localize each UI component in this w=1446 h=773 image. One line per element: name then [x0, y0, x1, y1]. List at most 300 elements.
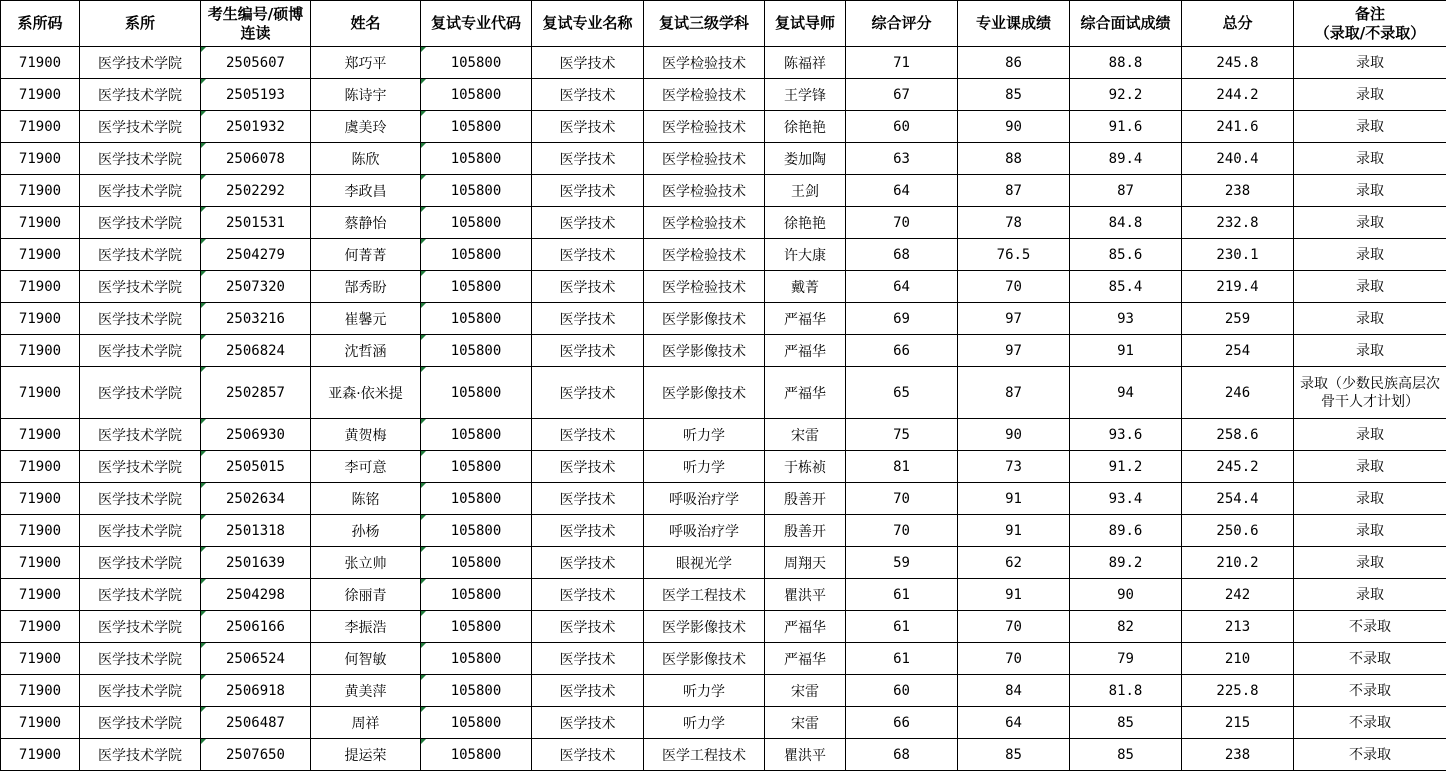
cell-remark: 录取 [1294, 419, 1446, 451]
cell-subfield: 医学影像技术 [644, 611, 765, 643]
cell-interview-score: 81.8 [1070, 675, 1182, 707]
cell-dept-code: 71900 [1, 175, 80, 207]
cell-advisor: 徐艳艳 [765, 207, 846, 239]
cell-candidate-id: 2506487 [201, 707, 311, 739]
cell-overall-score: 65 [846, 367, 958, 419]
cell-total: 238 [1182, 175, 1294, 207]
cell-remark: 录取 [1294, 175, 1446, 207]
table-row [1, 111, 1446, 143]
cell-dept: 医学技术学院 [80, 239, 201, 271]
cell-major-name: 医学技术 [532, 239, 644, 271]
cell-advisor: 徐艳艳 [765, 111, 846, 143]
cell-dept: 医学技术学院 [80, 419, 201, 451]
cell-major-course-score: 86 [958, 47, 1070, 79]
table-row [1, 271, 1446, 303]
cell-dept-code: 71900 [1, 111, 80, 143]
cell-major-code: 105800 [421, 515, 532, 547]
cell-candidate-id: 2503216 [201, 303, 311, 335]
cell-major-course-score: 87 [958, 175, 1070, 207]
cell-name: 黄美萍 [311, 675, 421, 707]
cell-dept: 医学技术学院 [80, 335, 201, 367]
cell-name: 孙杨 [311, 515, 421, 547]
cell-candidate-id: 2505607 [201, 47, 311, 79]
cell-major-name: 医学技术 [532, 47, 644, 79]
cell-total: 254 [1182, 335, 1294, 367]
cell-total: 258.6 [1182, 419, 1294, 451]
cell-dept: 医学技术学院 [80, 611, 201, 643]
cell-major-course-score: 97 [958, 303, 1070, 335]
cell-major-name: 医学技术 [532, 271, 644, 303]
header-advisor: 复试导师 [765, 1, 846, 47]
cell-overall-score: 70 [846, 207, 958, 239]
cell-remark: 录取 [1294, 47, 1446, 79]
cell-interview-score: 89.2 [1070, 547, 1182, 579]
cell-candidate-id: 2504279 [201, 239, 311, 271]
cell-dept: 医学技术学院 [80, 483, 201, 515]
cell-interview-score: 85.4 [1070, 271, 1182, 303]
table-row [1, 611, 1446, 643]
cell-name: 陈欣 [311, 143, 421, 175]
cell-subfield: 呼吸治疗学 [644, 483, 765, 515]
cell-dept: 医学技术学院 [80, 143, 201, 175]
cell-interview-score: 89.6 [1070, 515, 1182, 547]
cell-interview-score: 94 [1070, 367, 1182, 419]
cell-name: 提运荣 [311, 739, 421, 771]
cell-dept-code: 71900 [1, 79, 80, 111]
cell-dept: 医学技术学院 [80, 207, 201, 239]
cell-interview-score: 87 [1070, 175, 1182, 207]
cell-advisor: 周翔天 [765, 547, 846, 579]
cell-overall-score: 70 [846, 515, 958, 547]
cell-major-code: 105800 [421, 483, 532, 515]
cell-remark: 录取 [1294, 515, 1446, 547]
cell-major-course-score: 90 [958, 111, 1070, 143]
cell-candidate-id: 2506930 [201, 419, 311, 451]
cell-candidate-id: 2501639 [201, 547, 311, 579]
table-row [1, 547, 1446, 579]
cell-dept: 医学技术学院 [80, 367, 201, 419]
cell-overall-score: 81 [846, 451, 958, 483]
cell-dept-code: 71900 [1, 47, 80, 79]
cell-major-course-score: 91 [958, 515, 1070, 547]
cell-major-code: 105800 [421, 643, 532, 675]
cell-interview-score: 85.6 [1070, 239, 1182, 271]
cell-advisor: 王剑 [765, 175, 846, 207]
table-row [1, 707, 1446, 739]
table-row [1, 335, 1446, 367]
table-row [1, 739, 1446, 771]
cell-interview-score: 91.2 [1070, 451, 1182, 483]
cell-subfield: 医学检验技术 [644, 175, 765, 207]
cell-interview-score: 89.4 [1070, 143, 1182, 175]
cell-major-name: 医学技术 [532, 611, 644, 643]
header-dept: 系所 [80, 1, 201, 47]
cell-subfield: 听力学 [644, 707, 765, 739]
cell-dept-code: 71900 [1, 335, 80, 367]
cell-candidate-id: 2506824 [201, 335, 311, 367]
cell-total: 230.1 [1182, 239, 1294, 271]
cell-overall-score: 66 [846, 335, 958, 367]
cell-major-code: 105800 [421, 675, 532, 707]
cell-interview-score: 85 [1070, 707, 1182, 739]
cell-total: 241.6 [1182, 111, 1294, 143]
cell-subfield: 医学检验技术 [644, 271, 765, 303]
cell-major-course-score: 85 [958, 739, 1070, 771]
cell-interview-score: 93 [1070, 303, 1182, 335]
header-subfield: 复试三级学科 [644, 1, 765, 47]
cell-overall-score: 68 [846, 239, 958, 271]
cell-remark: 不录取 [1294, 739, 1446, 771]
table-row [1, 367, 1446, 419]
cell-total: 219.4 [1182, 271, 1294, 303]
cell-major-course-score: 64 [958, 707, 1070, 739]
cell-candidate-id: 2506078 [201, 143, 311, 175]
cell-major-name: 医学技术 [532, 419, 644, 451]
cell-major-name: 医学技术 [532, 451, 644, 483]
cell-major-course-score: 88 [958, 143, 1070, 175]
cell-subfield: 医学工程技术 [644, 739, 765, 771]
cell-dept-code: 71900 [1, 143, 80, 175]
cell-total: 244.2 [1182, 79, 1294, 111]
cell-total: 242 [1182, 579, 1294, 611]
cell-major-name: 医学技术 [532, 143, 644, 175]
cell-name: 崔馨元 [311, 303, 421, 335]
cell-dept-code: 71900 [1, 515, 80, 547]
cell-major-name: 医学技术 [532, 675, 644, 707]
table-row [1, 579, 1446, 611]
cell-major-name: 医学技术 [532, 547, 644, 579]
cell-overall-score: 75 [846, 419, 958, 451]
cell-subfield: 医学影像技术 [644, 335, 765, 367]
cell-dept-code: 71900 [1, 207, 80, 239]
cell-major-course-score: 62 [958, 547, 1070, 579]
cell-major-code: 105800 [421, 419, 532, 451]
cell-advisor: 宋雷 [765, 675, 846, 707]
cell-major-code: 105800 [421, 367, 532, 419]
cell-major-course-score: 70 [958, 611, 1070, 643]
cell-total: 245.2 [1182, 451, 1294, 483]
header-row [1, 1, 1446, 47]
cell-interview-score: 91.6 [1070, 111, 1182, 143]
cell-advisor: 于栋祯 [765, 451, 846, 483]
cell-interview-score: 88.8 [1070, 47, 1182, 79]
cell-overall-score: 70 [846, 483, 958, 515]
cell-remark: 录取 [1294, 111, 1446, 143]
cell-subfield: 医学影像技术 [644, 303, 765, 335]
cell-dept: 医学技术学院 [80, 271, 201, 303]
cell-major-course-score: 91 [958, 483, 1070, 515]
cell-dept: 医学技术学院 [80, 579, 201, 611]
cell-major-code: 105800 [421, 579, 532, 611]
table-row [1, 79, 1446, 111]
cell-subfield: 医学影像技术 [644, 367, 765, 419]
cell-advisor: 严福华 [765, 643, 846, 675]
cell-subfield: 呼吸治疗学 [644, 515, 765, 547]
cell-major-course-score: 78 [958, 207, 1070, 239]
cell-major-course-score: 76.5 [958, 239, 1070, 271]
cell-major-code: 105800 [421, 47, 532, 79]
cell-advisor: 陈福祥 [765, 47, 846, 79]
cell-major-code: 105800 [421, 451, 532, 483]
table-row [1, 303, 1446, 335]
header-major-name: 复试专业名称 [532, 1, 644, 47]
cell-name: 何菁菁 [311, 239, 421, 271]
cell-major-code: 105800 [421, 303, 532, 335]
cell-major-course-score: 87 [958, 367, 1070, 419]
cell-major-course-score: 70 [958, 643, 1070, 675]
cell-overall-score: 61 [846, 611, 958, 643]
cell-major-code: 105800 [421, 611, 532, 643]
cell-major-course-score: 90 [958, 419, 1070, 451]
cell-name: 沈哲涵 [311, 335, 421, 367]
cell-dept-code: 71900 [1, 367, 80, 419]
cell-remark: 不录取 [1294, 707, 1446, 739]
cell-name: 徐丽青 [311, 579, 421, 611]
cell-overall-score: 67 [846, 79, 958, 111]
cell-dept: 医学技术学院 [80, 79, 201, 111]
cell-dept: 医学技术学院 [80, 547, 201, 579]
cell-candidate-id: 2501318 [201, 515, 311, 547]
cell-dept: 医学技术学院 [80, 303, 201, 335]
cell-advisor: 瞿洪平 [765, 739, 846, 771]
cell-remark: 录取 [1294, 239, 1446, 271]
cell-interview-score: 91 [1070, 335, 1182, 367]
cell-remark: 录取（少数民族高层次骨干人才计划） [1294, 367, 1446, 419]
cell-remark: 录取 [1294, 547, 1446, 579]
cell-candidate-id: 2502292 [201, 175, 311, 207]
cell-interview-score: 93.4 [1070, 483, 1182, 515]
cell-total: 240.4 [1182, 143, 1294, 175]
cell-dept-code: 71900 [1, 271, 80, 303]
cell-dept-code: 71900 [1, 611, 80, 643]
cell-name: 陈诗宇 [311, 79, 421, 111]
cell-advisor: 严福华 [765, 367, 846, 419]
cell-major-code: 105800 [421, 335, 532, 367]
cell-subfield: 医学检验技术 [644, 143, 765, 175]
cell-major-name: 医学技术 [532, 335, 644, 367]
cell-overall-score: 60 [846, 111, 958, 143]
cell-major-name: 医学技术 [532, 643, 644, 675]
cell-advisor: 严福华 [765, 611, 846, 643]
cell-remark: 录取 [1294, 207, 1446, 239]
cell-name: 李振浩 [311, 611, 421, 643]
cell-major-course-score: 91 [958, 579, 1070, 611]
cell-subfield: 医学检验技术 [644, 47, 765, 79]
cell-advisor: 宋雷 [765, 707, 846, 739]
cell-name: 李政昌 [311, 175, 421, 207]
cell-advisor: 严福华 [765, 335, 846, 367]
cell-dept-code: 71900 [1, 303, 80, 335]
cell-major-code: 105800 [421, 239, 532, 271]
cell-total: 232.8 [1182, 207, 1294, 239]
cell-candidate-id: 2506166 [201, 611, 311, 643]
cell-total: 213 [1182, 611, 1294, 643]
cell-overall-score: 68 [846, 739, 958, 771]
cell-major-code: 105800 [421, 547, 532, 579]
cell-candidate-id: 2507320 [201, 271, 311, 303]
cell-major-name: 医学技术 [532, 79, 644, 111]
cell-major-course-score: 97 [958, 335, 1070, 367]
cell-advisor: 殷善开 [765, 515, 846, 547]
cell-overall-score: 69 [846, 303, 958, 335]
cell-remark: 录取 [1294, 579, 1446, 611]
cell-subfield: 医学工程技术 [644, 579, 765, 611]
cell-major-name: 医学技术 [532, 111, 644, 143]
cell-major-course-score: 84 [958, 675, 1070, 707]
cell-candidate-id: 2505015 [201, 451, 311, 483]
cell-advisor: 瞿洪平 [765, 579, 846, 611]
cell-overall-score: 60 [846, 675, 958, 707]
cell-dept-code: 71900 [1, 419, 80, 451]
cell-candidate-id: 2502634 [201, 483, 311, 515]
cell-name: 蔡静怡 [311, 207, 421, 239]
cell-overall-score: 66 [846, 707, 958, 739]
cell-total: 259 [1182, 303, 1294, 335]
cell-dept: 医学技术学院 [80, 175, 201, 207]
header-remark: 备注 （录取/不录取） [1294, 1, 1446, 47]
cell-remark: 录取 [1294, 335, 1446, 367]
cell-major-code: 105800 [421, 111, 532, 143]
cell-candidate-id: 2504298 [201, 579, 311, 611]
table-row [1, 207, 1446, 239]
cell-name: 黄贺梅 [311, 419, 421, 451]
cell-subfield: 眼视光学 [644, 547, 765, 579]
cell-major-name: 医学技术 [532, 175, 644, 207]
cell-overall-score: 64 [846, 175, 958, 207]
header-major-code: 复试专业代码 [421, 1, 532, 47]
cell-interview-score: 84.8 [1070, 207, 1182, 239]
cell-major-name: 医学技术 [532, 515, 644, 547]
table-row [1, 143, 1446, 175]
cell-dept-code: 71900 [1, 483, 80, 515]
cell-candidate-id: 2501531 [201, 207, 311, 239]
cell-dept: 医学技术学院 [80, 675, 201, 707]
header-major-course-score: 专业课成绩 [958, 1, 1070, 47]
cell-subfield: 医学检验技术 [644, 111, 765, 143]
cell-name: 李可意 [311, 451, 421, 483]
cell-remark: 不录取 [1294, 643, 1446, 675]
cell-major-code: 105800 [421, 79, 532, 111]
cell-major-code: 105800 [421, 739, 532, 771]
cell-major-name: 医学技术 [532, 483, 644, 515]
cell-subfield: 医学检验技术 [644, 207, 765, 239]
cell-dept-code: 71900 [1, 579, 80, 611]
cell-dept-code: 71900 [1, 547, 80, 579]
header-candidate-id: 考生编号/硕博连读 [201, 1, 311, 47]
cell-advisor: 王学锋 [765, 79, 846, 111]
table-row [1, 451, 1446, 483]
cell-total: 238 [1182, 739, 1294, 771]
cell-major-code: 105800 [421, 207, 532, 239]
cell-advisor: 戴菁 [765, 271, 846, 303]
cell-interview-score: 93.6 [1070, 419, 1182, 451]
cell-major-code: 105800 [421, 143, 532, 175]
cell-dept: 医学技术学院 [80, 515, 201, 547]
table-row [1, 483, 1446, 515]
cell-interview-score: 79 [1070, 643, 1182, 675]
cell-total: 254.4 [1182, 483, 1294, 515]
cell-major-name: 医学技术 [532, 207, 644, 239]
cell-subfield: 医学检验技术 [644, 79, 765, 111]
cell-dept: 医学技术学院 [80, 47, 201, 79]
cell-subfield: 医学检验技术 [644, 239, 765, 271]
cell-dept: 医学技术学院 [80, 707, 201, 739]
cell-total: 210 [1182, 643, 1294, 675]
cell-remark: 录取 [1294, 483, 1446, 515]
cell-overall-score: 61 [846, 579, 958, 611]
cell-remark: 不录取 [1294, 611, 1446, 643]
cell-overall-score: 63 [846, 143, 958, 175]
cell-interview-score: 92.2 [1070, 79, 1182, 111]
header-name: 姓名 [311, 1, 421, 47]
cell-candidate-id: 2506918 [201, 675, 311, 707]
cell-total: 225.8 [1182, 675, 1294, 707]
cell-advisor: 娄加陶 [765, 143, 846, 175]
cell-subfield: 听力学 [644, 451, 765, 483]
header-dept-code: 系所码 [1, 1, 80, 47]
cell-major-course-score: 85 [958, 79, 1070, 111]
cell-dept-code: 71900 [1, 675, 80, 707]
cell-dept-code: 71900 [1, 643, 80, 675]
table-body [1, 47, 1446, 771]
cell-subfield: 听力学 [644, 419, 765, 451]
cell-name: 何智敏 [311, 643, 421, 675]
cell-major-name: 医学技术 [532, 707, 644, 739]
cell-overall-score: 59 [846, 547, 958, 579]
cell-dept-code: 71900 [1, 239, 80, 271]
cell-subfield: 听力学 [644, 675, 765, 707]
cell-overall-score: 61 [846, 643, 958, 675]
table-row [1, 643, 1446, 675]
cell-major-course-score: 70 [958, 271, 1070, 303]
cell-total: 245.8 [1182, 47, 1294, 79]
cell-dept-code: 71900 [1, 739, 80, 771]
cell-advisor: 殷善开 [765, 483, 846, 515]
cell-candidate-id: 2505193 [201, 79, 311, 111]
table-row [1, 675, 1446, 707]
cell-name: 张立帅 [311, 547, 421, 579]
cell-remark: 不录取 [1294, 675, 1446, 707]
cell-major-name: 医学技术 [532, 739, 644, 771]
cell-remark: 录取 [1294, 143, 1446, 175]
header-interview-score: 综合面试成绩 [1070, 1, 1182, 47]
cell-remark: 录取 [1294, 451, 1446, 483]
cell-name: 郑巧平 [311, 47, 421, 79]
cell-total: 210.2 [1182, 547, 1294, 579]
cell-advisor: 许大康 [765, 239, 846, 271]
cell-major-name: 医学技术 [532, 367, 644, 419]
table-row [1, 419, 1446, 451]
cell-dept: 医学技术学院 [80, 111, 201, 143]
cell-dept: 医学技术学院 [80, 451, 201, 483]
cell-major-name: 医学技术 [532, 303, 644, 335]
cell-major-code: 105800 [421, 707, 532, 739]
cell-name: 亚森·依米提 [311, 367, 421, 419]
table-row [1, 175, 1446, 207]
cell-total: 246 [1182, 367, 1294, 419]
cell-candidate-id: 2506524 [201, 643, 311, 675]
cell-candidate-id: 2507650 [201, 739, 311, 771]
cell-remark: 录取 [1294, 303, 1446, 335]
cell-major-code: 105800 [421, 175, 532, 207]
cell-dept-code: 71900 [1, 451, 80, 483]
table-row [1, 239, 1446, 271]
cell-candidate-id: 2502857 [201, 367, 311, 419]
cell-remark: 录取 [1294, 79, 1446, 111]
header-total: 总分 [1182, 1, 1294, 47]
cell-total: 215 [1182, 707, 1294, 739]
cell-overall-score: 71 [846, 47, 958, 79]
